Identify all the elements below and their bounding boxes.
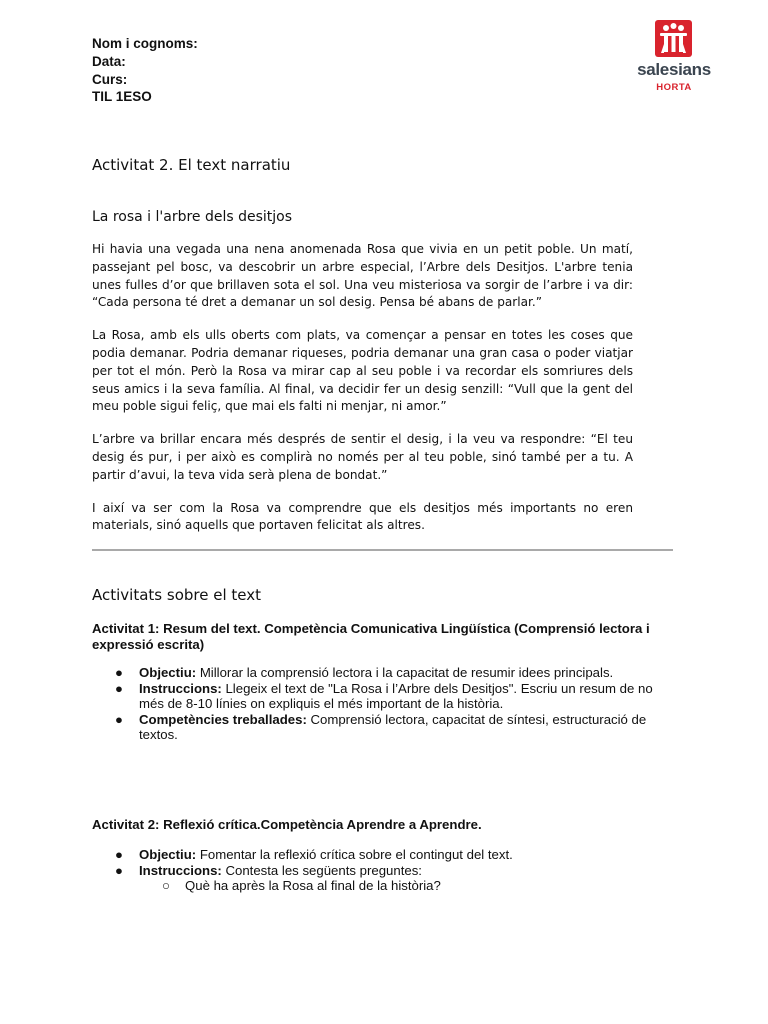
item-text: Comprensió lectora, capacitat de síntesi, estructuració de textos. [139,711,647,742]
item-label: Competències treballades: [139,711,307,727]
activity1-list [112,665,677,743]
bullet-icon: ● [115,680,123,696]
question-item [112,878,677,894]
salesians-logo [628,20,720,98]
item-label: Objectiu: [139,665,197,680]
item-text: Fomentar la reflexió crítica sobre el contingut del text. [196,847,513,862]
date-label: Data: [92,53,126,69]
list-item [112,665,677,681]
list-item [112,712,677,743]
story-paragraph: Hi havia una vegada una nena anomenada Rosa que vivia en un petit poble. Un matí, passejant pel bosc, va descobrir un arbre especial, l’Arbre dels Desitjos. L'arbre tenia unes fulles d’or que brillaven sota el sol. Una veu misteriosa va sorgir de l’arbre i va dir: “Cada persona té dret a demanar un sol desig. Pensa bé abans de parlar.” [92,242,633,310]
item-text: Millorar la comprensió lectora i la capacitat de resumir idees principals. [196,665,614,680]
story-body [92,241,633,550]
activity1-title: Activitat 1: Resum del text. Competència Comunicativa Lingüística (Comprensió lectora i expressió escrita) [92,621,650,652]
list-item [112,863,677,879]
item-label: Instruccions: [139,680,222,696]
group-label: TIL 1ESO [92,89,152,105]
course-label: Curs: [92,71,128,87]
list-item [112,681,677,712]
activity2-title: Activitat 2: Reflexió crítica.Competència Aprendre a Aprendre. [92,817,482,832]
student-header [92,35,198,106]
story-title: La rosa i l'arbre dels desitjos [92,209,293,225]
story-paragraph: I així va ser com la Rosa va comprendre que els desitjos més importants no eren materials, sinó aquells que portaven felicitat als altres. [92,500,633,533]
bullet-icon: ● [115,862,123,878]
bullet-icon: ● [115,665,123,680]
activity-heading: Activitat 2. El text narratiu [92,156,291,174]
question-text: Què ha après la Rosa al final de la història? [185,878,441,893]
section-divider [92,549,673,551]
list-item [112,847,677,863]
name-label: Nom i cognoms: [92,36,198,51]
item-label: Instruccions: [139,862,222,878]
activities-heading: Activitats sobre el text [92,586,261,604]
logo-name: salesians [637,60,711,79]
activity2-list [112,847,677,894]
three-figures-icon [655,20,692,57]
item-text: Contesta les següents preguntes: [221,862,422,878]
circle-bullet-icon: ○ [162,878,170,893]
bullet-icon: ● [115,847,123,862]
item-text: Llegeix el text de "La Rosa i l’Arbre dels Desitjos". Escriu un resum de no més de 8-10 línies on expliquis el més important de la història. [139,680,653,711]
logo-subtitle: HORTA [656,82,692,93]
story-paragraph: L’arbre va brillar encara més després de sentir el desig, i la veu va respondre: “El teu desig és pur, i per això es complirà no només per al teu poble, sinó també per a tu. A partir d’avui, la teva vida serà plena de bondat.” [92,432,633,482]
bullet-icon: ● [115,711,123,727]
item-label: Objectiu: [139,847,197,862]
story-paragraph: La Rosa, amb els ulls oberts com plats, va començar a pensar en totes les coses que podia demanar. Podria demanar riqueses, podria demanar una gran casa o poder viatjar per tot el món. Però la Rosa va mirar cap al seu poble i va recordar els somriures dels seus amics i la seva família. Al final, va decidir fer un desig senzill: “Vull que la gent del meu poble sigui feliç, que mai els falti ni menjar, ni amor.” [92,328,633,414]
